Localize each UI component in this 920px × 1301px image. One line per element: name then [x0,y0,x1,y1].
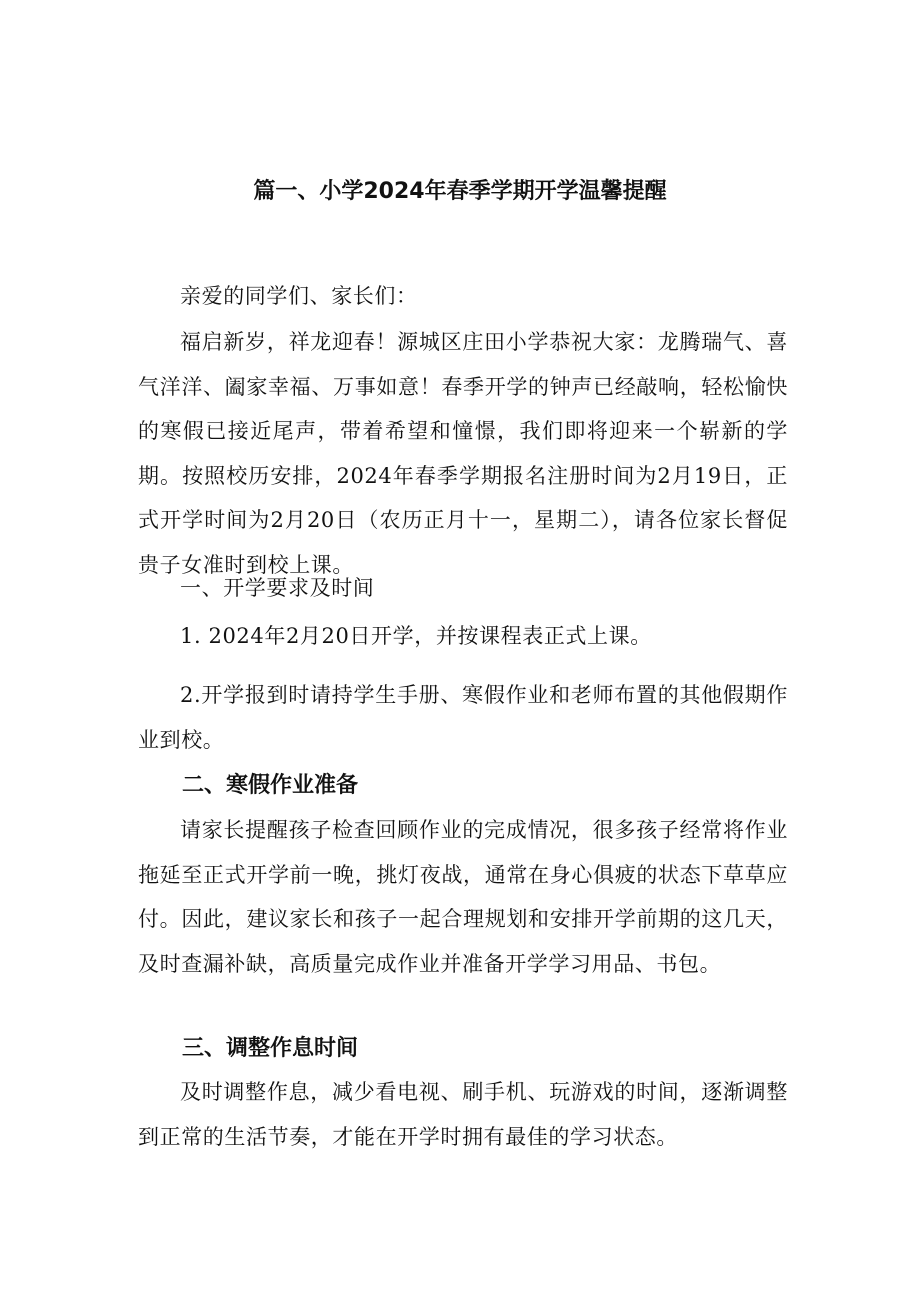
section1-item2: 2.开学报到时请持学生手册、寒假作业和老师布置的其他假期作业到校。 [138,683,788,752]
section1-item1: 1. 2024年2月20日开学，并按课程表正式上课。 [180,624,652,648]
intro-paragraph: 福启新岁，祥龙迎春！源城区庄田小学恭祝大家：龙腾瑞气、喜气洋洋、阖家幸福、万事如意！春季开学的钟声已经敲响，轻松愉快的寒假已接近尾声，带着希望和憧憬，我们即将迎来一个崭新的学期。按照校历安排，2024年春季学期报名注册时间为2月19日，正式开学时间为2月20日（农历正月十一，星期二），请各位家长督促贵子女准时到校上课。 [138,330,788,577]
section3-paragraph: 及时调整作息，减少看电视、刷手机、玩游戏的时间，逐渐调整到正常的生活节奏，才能在开学时拥有最佳的学习状态。 [138,1080,788,1149]
section3-heading: 三、调整作息时间 [182,1036,359,1061]
section2-heading: 二、寒假作业准备 [182,773,359,798]
section1-heading: 一、开学要求及时间 [180,576,375,600]
salutation: 亲爱的同学们、家长们： [180,284,418,308]
document-title: 篇一、小学2024年春季学期开学温馨提醒 [253,179,667,204]
section2-paragraph: 请家长提醒孩子检查回顾作业的完成情况，很多孩子经常将作业拖延至正式开学前一晚，挑灯夜战，通常在身心俱疲的状态下草草应付。因此，建议家长和孩子一起合理规划和安排开学前期的这几天，及时查漏补缺，高质量完成作业并准备开学学习用品、书包。 [138,818,788,976]
